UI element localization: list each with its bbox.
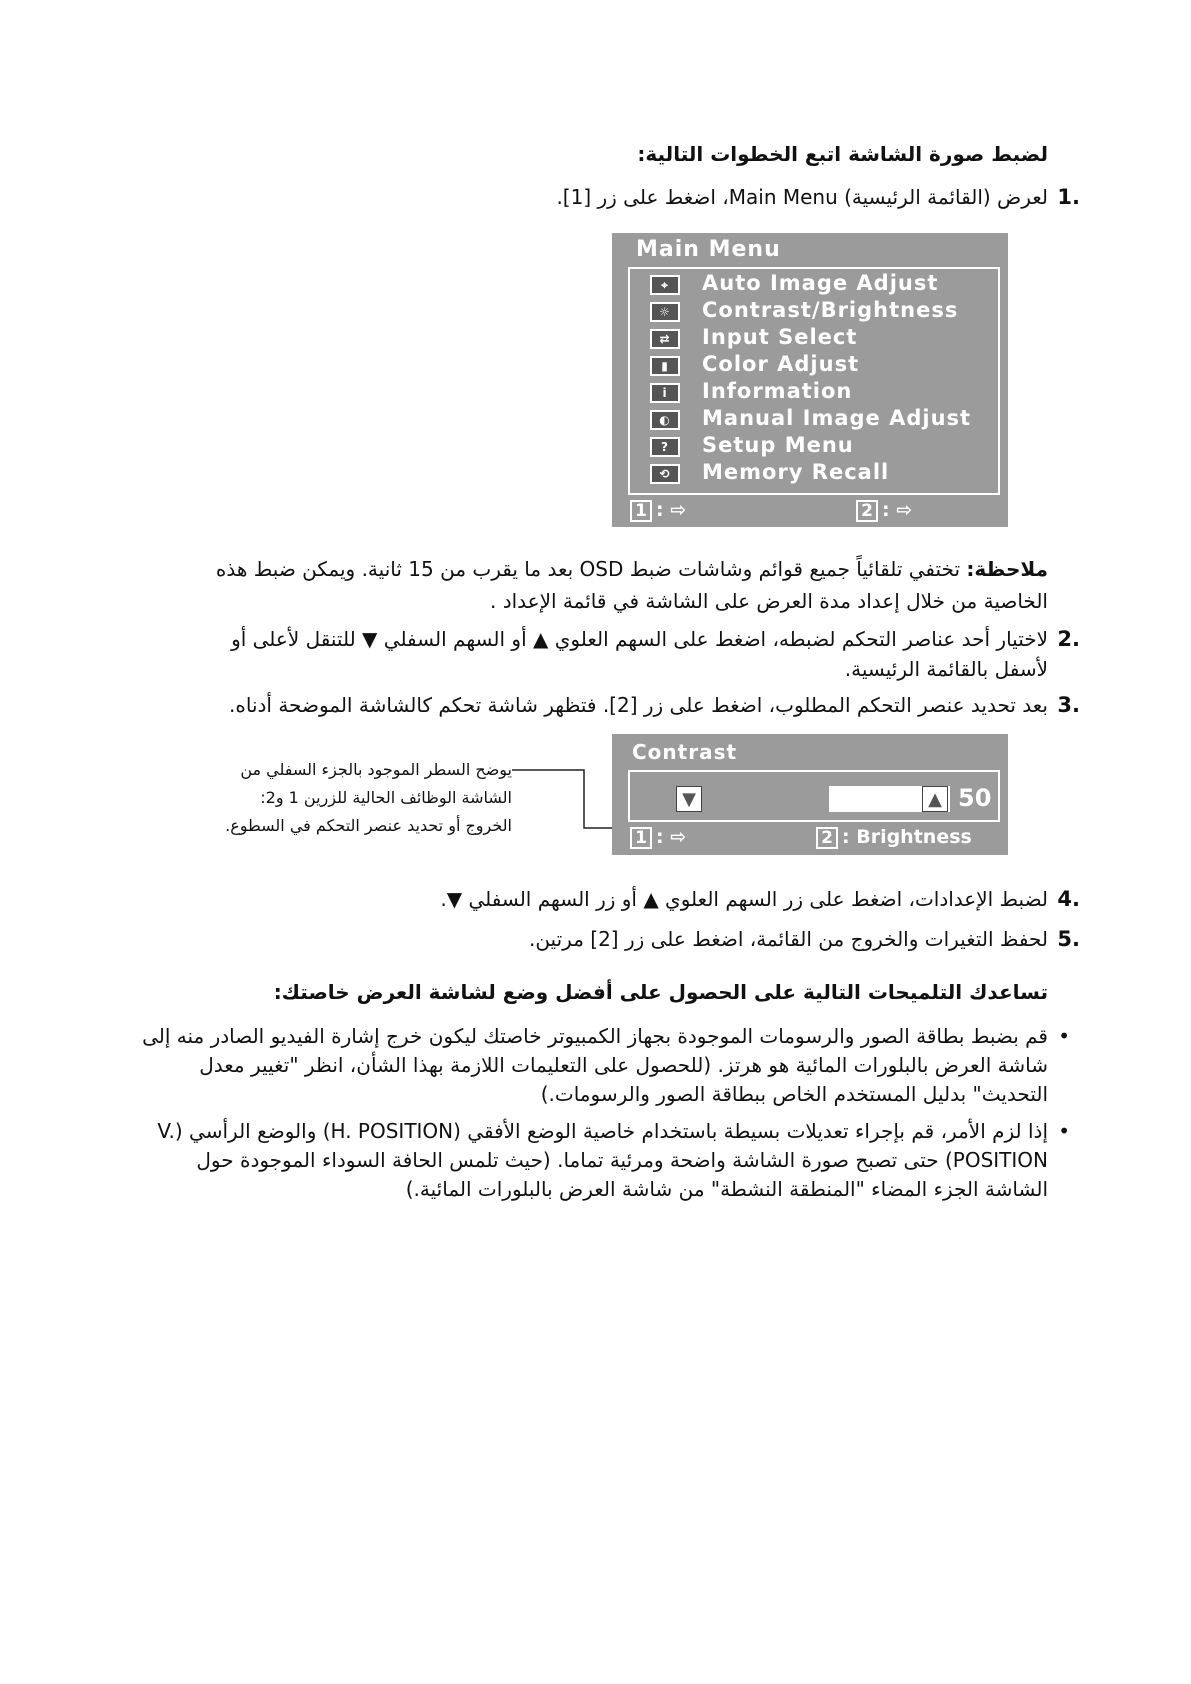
step-3 (180, 690, 1080, 720)
step-text: لاختيار أحد عناصر التحكم لضبطه، اضغط على السهم العلوي ▲ أو السهم السفلي ▼ للتنقل لأعلى أو لأسفل بالقائمة الرئيسية. (231, 627, 1048, 681)
step-text: لعرض (القائمة الرئيسية) Main Menu، اضغط على زر [1]. (556, 185, 1048, 209)
step-number: .2 (1057, 627, 1080, 651)
setup-menu-icon: ? (650, 437, 680, 457)
osd-footer-button-2[interactable] (856, 499, 912, 522)
note-label: ملاحظة: (966, 557, 1048, 581)
contrast-brightness-icon: ☼ (650, 302, 680, 322)
osd-footer-button-2[interactable] (816, 826, 972, 849)
footer-brightness-label: : Brightness (842, 826, 972, 848)
step-number: .4 (1057, 887, 1080, 911)
step-text: بعد تحديد عنصر التحكم المطلوب، اضغط على زر [2]. فتظهر شاشة تحكم كالشاشة الموضحة أدناه. (229, 693, 1048, 717)
osd-title: Main Menu (636, 237, 781, 262)
tip-bullet-1 (130, 1022, 1070, 1109)
contrast-value: 50 (958, 784, 992, 812)
osd-title: Contrast (632, 740, 738, 764)
key-2-badge: 2 (816, 827, 838, 849)
section-heading-adjust-image: لضبط صورة الشاشة اتبع الخطوات التالية: (637, 142, 1048, 166)
information-icon: i (650, 383, 680, 403)
menu-item-label: Memory Recall (702, 460, 890, 484)
callout-line: الخروج أو تحديد عنصر التحكم في السطوع. (225, 816, 512, 835)
callout-line: يوضح السطر الموجود بالجزء السفلي من (240, 760, 512, 779)
menu-item-label: Setup Menu (702, 433, 854, 457)
menu-item-label: Contrast/Brightness (702, 298, 959, 322)
menu-item-label: Input Select (702, 325, 858, 349)
osd-footer-button-1[interactable] (630, 826, 686, 849)
contrast-slider[interactable] (708, 786, 950, 812)
step-4 (180, 884, 1080, 914)
callout-line: الشاشة الوظائف الحالية للزرين 1 و2: (260, 788, 512, 807)
step-number: .5 (1057, 927, 1080, 951)
osd-contrast (612, 734, 1008, 855)
memory-recall-icon: ⟲ (650, 464, 680, 484)
step-2 (180, 624, 1080, 684)
menu-item-label: Auto Image Adjust (702, 271, 939, 295)
step-1 (180, 182, 1080, 212)
step-text: لحفظ التغيرات والخروج من القائمة، اضغط على زر [2] مرتين. (528, 927, 1048, 951)
footer-separator: : (656, 826, 664, 848)
bullet-text: إذا لزم الأمر، قم بإجراء تعديلات بسيطة باستخدام خاصية الوضع الأفقي (H. POSITION) والوضع الرأسي (V. POSITION) حتى تصبح صورة الشاشة واضحة ومرئية تماما. (حيث تلمس الحافة السوداء الموجودة حول الشاشة الجزء المضاء "المنطقة النشطة" من شاشة العرض بالبلورات المائية.) (157, 1119, 1048, 1201)
key-1-badge: 1 (630, 500, 652, 522)
bullet-icon: • (1058, 1024, 1070, 1048)
exit-icon: ⇨ (670, 826, 687, 848)
menu-item-label: Color Adjust (702, 352, 860, 376)
note-paragraph (180, 553, 1048, 617)
key-2-badge: 2 (856, 500, 878, 522)
menu-item-label: Information (702, 379, 853, 403)
callout-footer-explanation (222, 756, 512, 840)
contrast-slider-box (628, 770, 1000, 822)
step-number: .3 (1057, 693, 1080, 717)
step-5 (180, 924, 1080, 954)
tip-bullet-2 (130, 1117, 1070, 1204)
enter-icon: ⇨ (896, 499, 913, 521)
footer-separator: : (882, 499, 890, 521)
osd-menu-list (628, 267, 1000, 495)
section-heading-tips: تساعدك التلميحات التالية على الحصول على أفضل وضع لشاشة العرض خاصتك: (273, 980, 1048, 1004)
step-number: .1 (1057, 185, 1080, 209)
input-select-icon: ⇄ (650, 329, 680, 349)
increase-arrow-icon[interactable]: ▲ (922, 786, 948, 812)
menu-item-label: Manual Image Adjust (702, 406, 972, 430)
callout-connector (500, 750, 620, 840)
bullet-icon: • (1058, 1119, 1070, 1143)
key-1-badge: 1 (630, 827, 652, 849)
bullet-text: قم بضبط بطاقة الصور والرسومات الموجودة بجهاز الكمبيوتر خاصتك ليكون خرج إشارة الفيديو الصادر منه إلى شاشة العرض بالبلورات المائية هو هرتز. (للحصول على التعليمات اللازمة بهذا الشأن، انظر "تغيير معدل التحديث" بدليل المستخدم الخاص ببطاقة الصور والرسومات.) (142, 1024, 1048, 1106)
note-text: تختفي تلقائياً جميع قوائم وشاشات ضبط OSD بعد ما يقرب من 15 ثانية. ويمكن ضبط هذه الخاصية من خلال إعداد مدة العرض على الشاشة في قائمة الإعداد . (215, 557, 1048, 613)
manual-image-adjust-icon: ◐ (650, 410, 680, 430)
step-text: لضبط الإعدادات، اضغط على زر السهم العلوي ▲ أو زر السهم السفلي ▼. (440, 887, 1048, 911)
osd-main-menu (612, 233, 1008, 527)
auto-adjust-icon: ⌖ (650, 275, 680, 295)
footer-separator: : (656, 499, 664, 521)
color-adjust-icon: ▮ (650, 356, 680, 376)
osd-footer-button-1[interactable] (630, 499, 686, 522)
decrease-arrow-icon[interactable]: ▼ (676, 786, 702, 812)
exit-icon: ⇨ (670, 499, 687, 521)
